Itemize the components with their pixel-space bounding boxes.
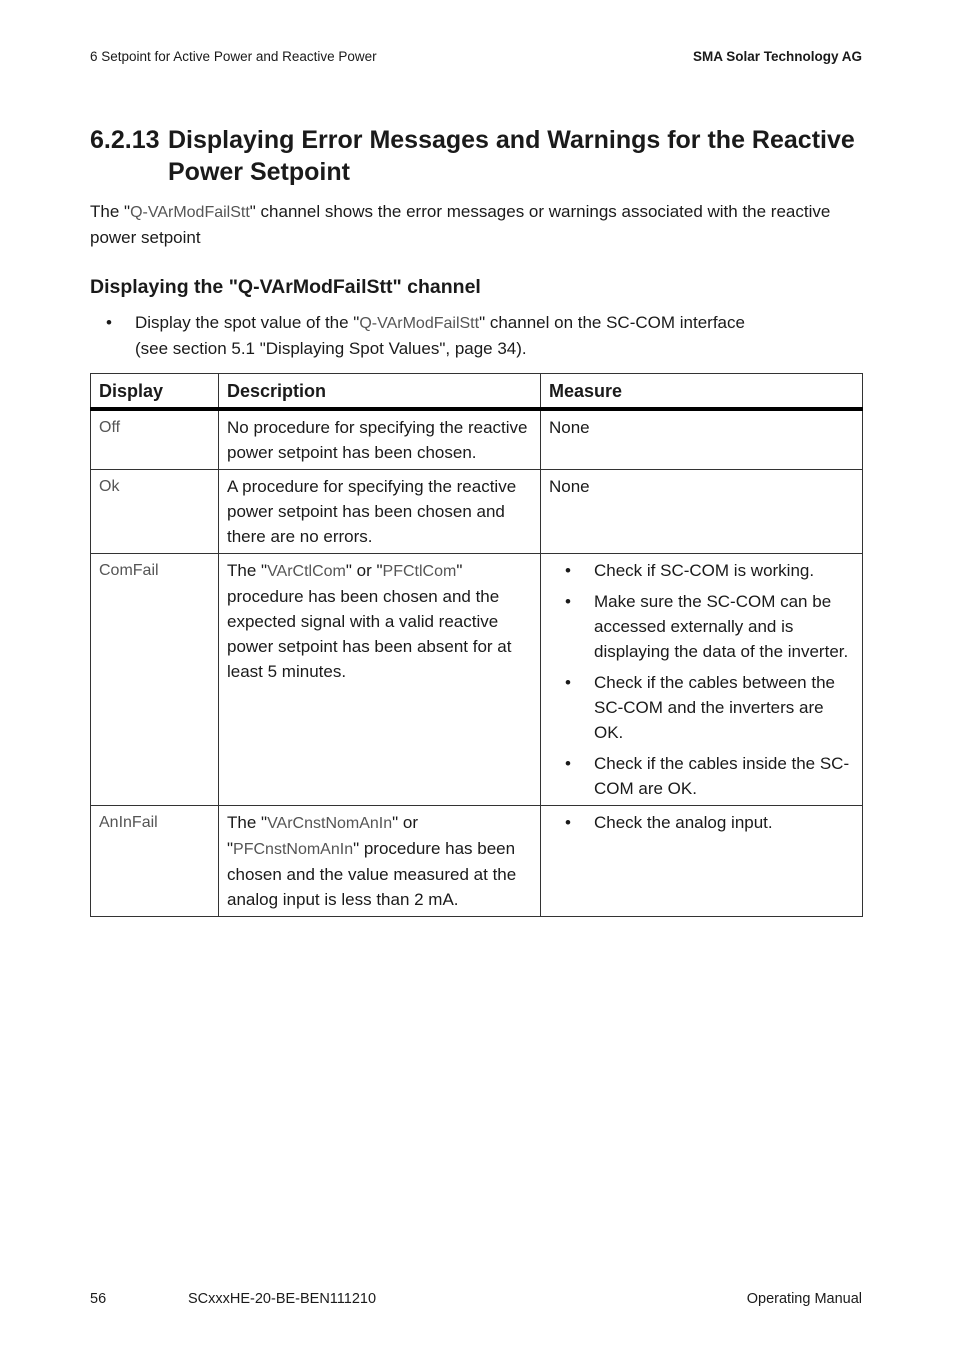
instruction-pre: Display the spot value of the " [135, 313, 360, 332]
section-title [90, 124, 870, 188]
instruction-channel-name: Q-VArModFailStt [359, 315, 480, 332]
bullet-icon: • [565, 813, 571, 832]
measure-item [549, 558, 854, 583]
running-header-section: 6 Setpoint for Active Power and Reactive Power [90, 49, 377, 64]
desc-text: " or " [345, 561, 383, 580]
cell-description: No procedure for specifying the reactive power setpoint has been chosen. [219, 409, 541, 470]
measure-text: Check if the cables inside the SC-COM are OK. [594, 754, 850, 798]
cell-measure [541, 806, 863, 917]
table-row [91, 409, 863, 470]
desc-text: The " [227, 813, 268, 832]
desc-channel-name: VArCtlCom [267, 563, 346, 580]
desc-channel-name: PFCtlCom [382, 563, 457, 580]
intro-text-pre: The " [90, 202, 131, 221]
cell-measure: None [541, 409, 863, 470]
desc-channel-name: VArCnstNomAnIn [267, 815, 393, 832]
cell-measure [541, 554, 863, 806]
document-code: SCxxxHE-20-BE-BEN111210 [188, 1291, 377, 1307]
table-row [91, 806, 863, 917]
section-title-line1: Displaying Error Messages and Warnings for the Reactive [168, 126, 855, 154]
col-header-display: Display [91, 374, 219, 410]
instruction-text [135, 310, 810, 361]
section-title-line2: Power Setpoint [168, 158, 350, 186]
intro-text-post: " channel shows the error messages or warnings associated with the reactive power setpoint [90, 202, 831, 247]
col-header-measure: Measure [541, 374, 863, 410]
cell-description: A procedure for specifying the reactive power setpoint has been chosen and there are no errors. [219, 470, 541, 554]
measure-text: Check if the cables between the SC-COM and the inverters are OK. [594, 673, 835, 742]
section-number: 6.2.13 [90, 126, 160, 154]
desc-text: " or " [227, 813, 419, 858]
page-number: 56 [90, 1291, 107, 1307]
error-table [90, 373, 863, 917]
measure-list [549, 558, 854, 801]
table-row [91, 470, 863, 554]
measure-item [549, 810, 854, 835]
measure-text: Make sure the SC-COM can be accessed externally and is displaying the data of the inverter. [594, 592, 849, 661]
measure-text: Check if SC-COM is working. [594, 561, 815, 580]
running-header-company: SMA Solar Technology AG [692, 49, 862, 64]
instruction-reference: (see section 5.1 "Displaying Spot Values", page 34). [135, 339, 527, 358]
measure-text: Check the analog input. [594, 813, 773, 832]
desc-text: The " [227, 561, 268, 580]
measure-item [549, 589, 854, 664]
desc-text: " procedure has been chosen and the expected signal with a valid reactive power setpoint has been absent for at least 5 minutes. [227, 561, 512, 681]
cell-description [219, 554, 541, 806]
intro-paragraph [90, 199, 870, 250]
cell-description [219, 806, 541, 917]
bullet-icon: • [106, 313, 112, 332]
cell-display: Ok [91, 470, 219, 554]
instruction-item [90, 310, 810, 361]
desc-text: " procedure has been chosen and the value measured at the analog input is less than 2 mA. [227, 839, 517, 909]
bullet-icon: • [565, 592, 571, 611]
cell-display: AnInFail [91, 806, 219, 917]
table-header-row [91, 374, 863, 410]
bullet-icon: • [565, 561, 571, 580]
document-type: Operating Manual [746, 1291, 862, 1307]
cell-measure: None [541, 470, 863, 554]
measure-item [549, 751, 854, 801]
subheading: Displaying the "Q-VArModFailStt" channel [90, 276, 481, 298]
measure-item [549, 670, 854, 745]
bullet-icon: • [565, 754, 571, 773]
instruction-post: " channel on the SC-COM interface [479, 313, 745, 332]
intro-channel-name: Q-VArModFailStt [130, 204, 250, 221]
table-row [91, 554, 863, 806]
cell-display: ComFail [91, 554, 219, 806]
cell-display: Off [91, 409, 219, 470]
desc-channel-name: PFCnstNomAnIn [233, 841, 354, 858]
measure-list [549, 810, 854, 835]
bullet-icon: • [565, 673, 571, 692]
col-header-description: Description [219, 374, 541, 410]
